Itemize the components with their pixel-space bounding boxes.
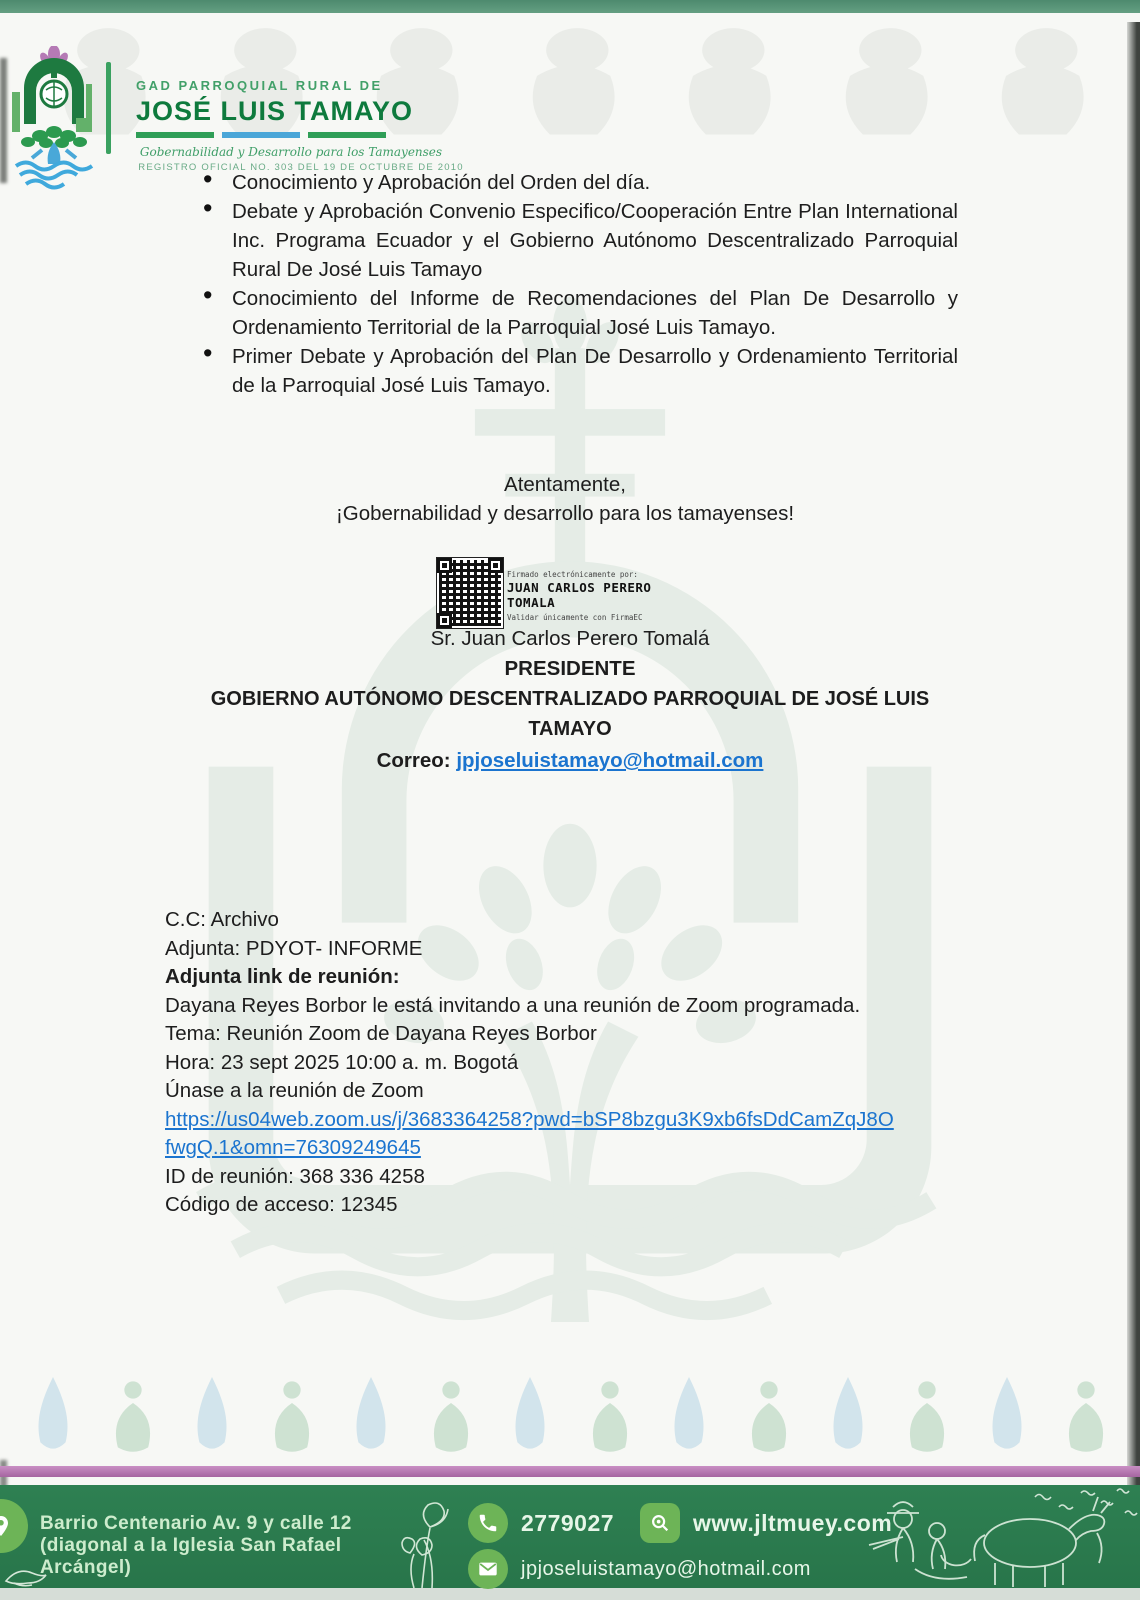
- figure-pattern-icon: [266, 1372, 318, 1460]
- link-heading: Adjunta link de reunión:: [165, 965, 400, 988]
- agenda-item: • Debate y Aprobación Convenio Especifico/Cooperación Entre Plan International Inc. Programa Ecuador y el Gobierno Autónomo Descentralizado Parroquial Rural De José Luis Tamayo: [196, 197, 958, 284]
- invitation-line: Dayana Reyes Borbor le está invitando a una reunión de Zoom programada.: [165, 993, 861, 1017]
- agenda-list: [196, 168, 958, 400]
- figure-pattern-icon: [107, 1372, 159, 1460]
- address-line: Barrio Centenario Av. 9 y calle 12: [40, 1513, 352, 1534]
- registro-oficial: REGISTRO OFICIAL NO. 303 DEL 19 DE OCTUBRE DE 2010: [138, 162, 464, 173]
- org-tagline: Gobernabilidad y Desarrollo para los Tamayenses: [139, 145, 443, 159]
- footer-accent-line: [0, 1466, 1140, 1477]
- agenda-item: • Primer Debate y Aprobación del Plan De Desarrollo y Ordenamiento Territorial de la Parroquial José Luis Tamayo.: [196, 342, 958, 400]
- closing-block: [150, 470, 980, 528]
- footer-email-text: jpjoseluistamayo@hotmail.com: [521, 1557, 811, 1580]
- org-type-label: GAD PARROQUIAL RURAL DE: [136, 78, 383, 93]
- signer-block: [150, 624, 990, 776]
- stamp-text: [507, 558, 677, 628]
- drop-pattern-icon: [186, 1372, 238, 1460]
- footer-phone: [468, 1503, 614, 1543]
- figure-pattern-icon: [901, 1372, 953, 1460]
- zoom-link[interactable]: [165, 1106, 975, 1163]
- drop-pattern-icon: [663, 1372, 715, 1460]
- scan-top-band: [0, 0, 1140, 13]
- scan-bottom-strip: [0, 1588, 1140, 1600]
- motto: ¡Gobernabilidad y desarrollo para los tamayenses!: [335, 502, 795, 525]
- stamp-caption: Firmado electrónicamente por:: [507, 570, 638, 579]
- zoom-link-line1[interactable]: https://us04web.zoom.us/j/3683364258?pwd=bSP8bzgu3K9xb6fsDdCamZqJ8O: [165, 1107, 894, 1131]
- cc-line: C.C: Archivo: [165, 908, 279, 931]
- stamp-signer-name: JUAN CARLOS PERERO TOMALA: [507, 580, 652, 610]
- figure-pattern-icon: [1060, 1372, 1112, 1460]
- access-code-line: Código de acceso: 12345: [165, 1193, 398, 1216]
- topic-line: Tema: Reunión Zoom de Dayana Reyes Borbor: [165, 1022, 597, 1045]
- annex-block: [165, 906, 975, 1220]
- org-name-title: JOSÉ LUIS TAMAYO: [136, 96, 414, 126]
- pattern-blob-icon: [984, 20, 1094, 150]
- web-search-icon: [640, 1503, 680, 1543]
- salutation: Atentamente,: [504, 473, 626, 496]
- qr-finder-icon: [437, 558, 452, 573]
- drop-pattern-icon: [504, 1372, 556, 1460]
- phone-icon: [468, 1503, 508, 1543]
- join-line: Únase a la reunión de Zoom: [165, 1079, 424, 1102]
- donkey-illustration: [845, 1485, 1140, 1588]
- drop-pattern-icon: [27, 1372, 79, 1460]
- website-url: www.jltmuey.com: [693, 1509, 893, 1536]
- qr-code: [437, 558, 503, 628]
- attachment-line: Adjunta: PDYOT- INFORME: [165, 936, 423, 960]
- zoom-link-line2[interactable]: fwgQ.1&omn=76309249645: [165, 1136, 421, 1159]
- email-link[interactable]: jpjoseluistamayo@hotmail.com: [456, 749, 764, 772]
- pattern-blob-icon: [828, 20, 938, 150]
- email-label: Correo:: [376, 749, 451, 772]
- address-line: (diagonal a la Iglesia San Rafael: [40, 1535, 342, 1556]
- drop-pattern-icon: [822, 1372, 874, 1460]
- org-logo: [4, 46, 108, 192]
- email-line: [150, 746, 990, 776]
- bottom-watermark-pattern: [0, 1372, 1140, 1464]
- footer-email: [468, 1549, 811, 1589]
- time-line: Hora: 23 sept 2025 10:00 a. m. Bogotá: [165, 1050, 519, 1074]
- footer-band: [0, 1485, 1140, 1588]
- header: [136, 78, 556, 173]
- signer-organization: GOBIERNO AUTÓNOMO DESCENTRALIZADO PARROQUIAL DE JOSÉ LUIS TAMAYO: [210, 688, 930, 740]
- flower-decoration-icon: [392, 1493, 464, 1588]
- figure-pattern-icon: [743, 1372, 795, 1460]
- footer-address: [40, 1513, 352, 1579]
- figure-pattern-icon: [425, 1372, 477, 1460]
- pattern-blob-icon: [671, 20, 781, 150]
- brand-bars: [136, 132, 386, 138]
- agenda-item: • Conocimiento y Aprobación del Orden del día.: [196, 168, 958, 197]
- figure-pattern-icon: [584, 1372, 636, 1460]
- signer-title: PRESIDENTE: [504, 657, 636, 680]
- agenda-item: • Conocimiento del Informe de Recomendaciones del Plan De Desarrollo y Ordenamiento Territorial de la Parroquial José Luis Tamayo.: [196, 284, 958, 342]
- meeting-id-line: ID de reunión: 368 336 4258: [165, 1164, 425, 1188]
- stamp-validation: Validar únicamente con FirmaEC: [507, 613, 643, 622]
- drop-pattern-icon: [345, 1372, 397, 1460]
- phone-number: 2779027: [521, 1509, 615, 1536]
- signer-name: Sr. Juan Carlos Perero Tomalá: [430, 627, 710, 650]
- drop-pattern-icon: [981, 1372, 1033, 1460]
- scan-shadow-right: [1127, 22, 1140, 1600]
- qr-finder-icon: [488, 558, 503, 573]
- header-divider: [106, 62, 111, 154]
- mail-icon: [468, 1549, 508, 1589]
- location-pin-icon: [0, 1499, 28, 1553]
- address-line: Arcángel): [40, 1557, 132, 1578]
- signature-stamp: [437, 558, 677, 628]
